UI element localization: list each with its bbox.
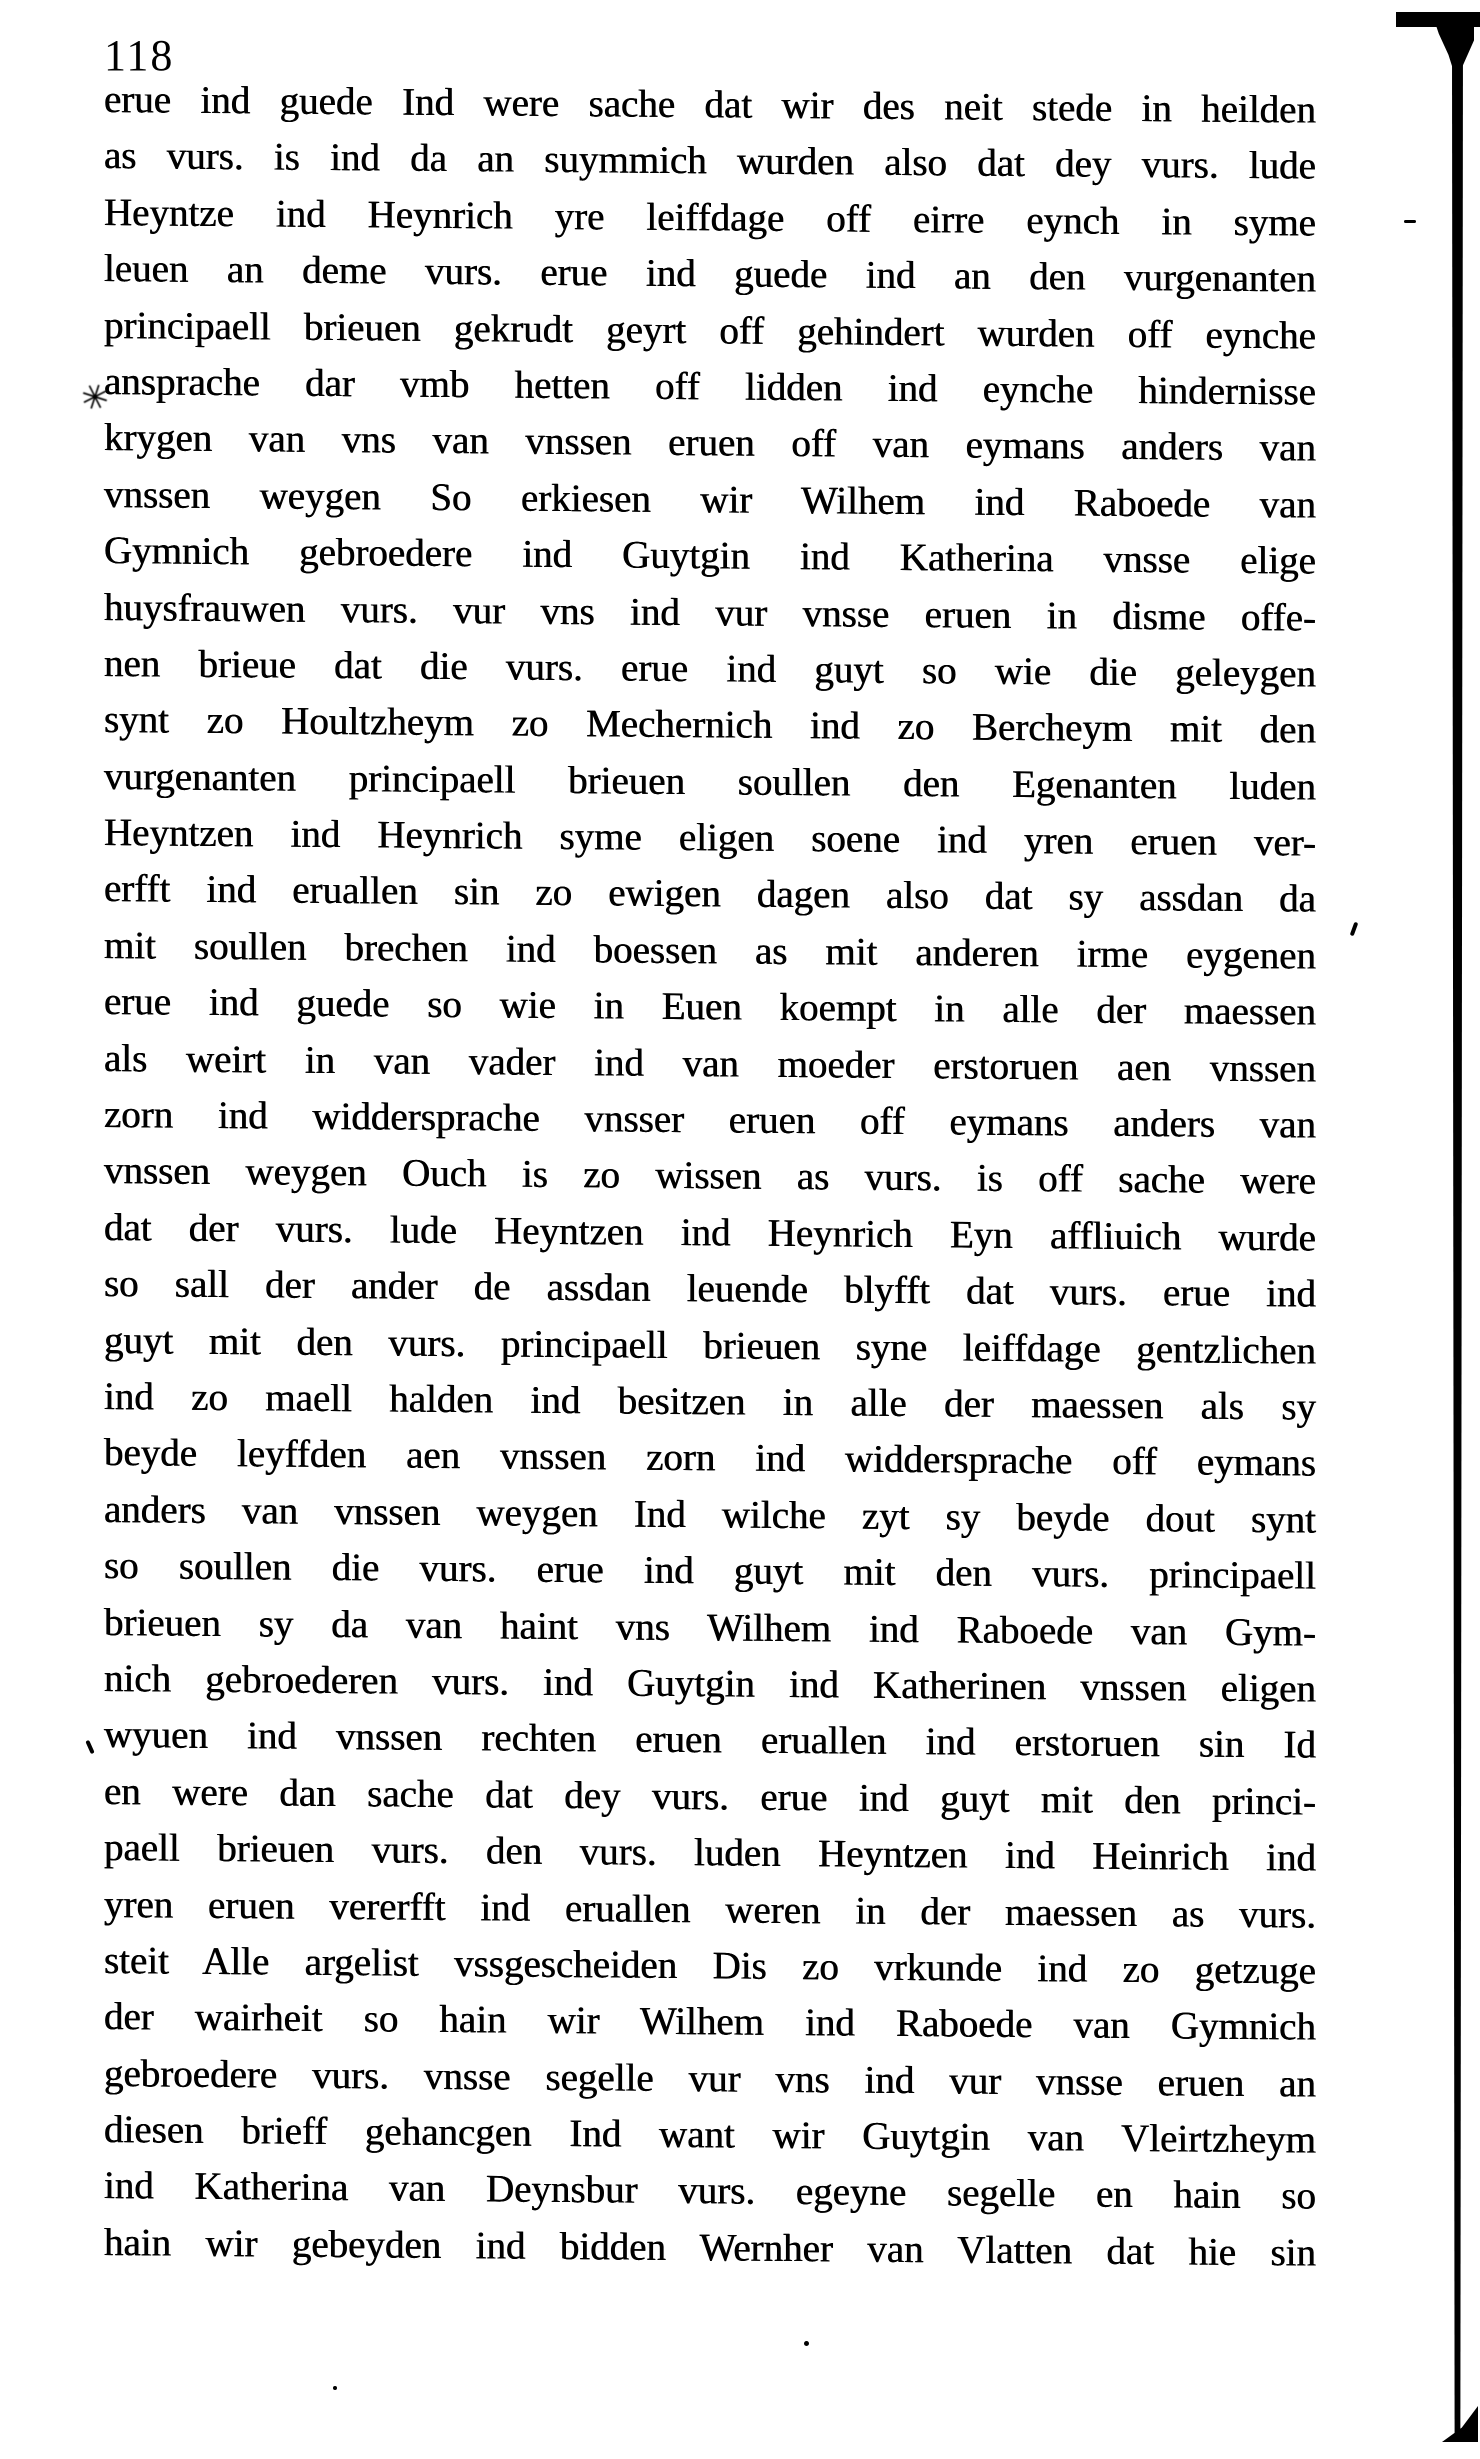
text-line: gebroedere vurs. vnsse segelle vur vns ind vur vnsse eruen an (104, 2051, 1316, 2106)
text-line: en were dan sache dat dey vurs. erue ind guyt mit den princi- (104, 1769, 1316, 1824)
text-line: anders van vnssen weygen Ind wilche zyt sy beyde dout synt (104, 1487, 1316, 1542)
text-line: huysfrauwen vurs. vur vns ind vur vnsse eruen in disme offe- (104, 585, 1316, 640)
text-line: als weirt in van vader ind van moeder erstoruen aen vnssen (104, 1036, 1316, 1091)
text-line: hain wir gebeyden ind bidden Wernher van Vlatten dat hie sin (104, 2220, 1316, 2275)
text-line: brieuen sy da van haint vns Wilhem ind Raboede van Gym- (104, 1600, 1316, 1655)
text-line: Gymnich gebroedere ind Guytgin ind Katherina vnsse elige (104, 529, 1316, 583)
text-line: Heyntzen ind Heynrich syme eligen soene ind yren eruen ver- (104, 811, 1316, 865)
text-line: mit soullen brechen ind boessen as mit anderen irme eygenen (104, 923, 1316, 978)
scan-edge-corner-blob (1430, 14, 1474, 80)
binding-edge-line (1451, 14, 1463, 2438)
text-line: erue ind guede so wie in Euen koempt in alle der maessen (104, 980, 1316, 1034)
text-line: ind zo maell halden ind besitzen in alle der maessen als sy (104, 1374, 1316, 1429)
text-line: Heyntze ind Heynrich yre leiffdage off eirre eynch in syme (104, 190, 1316, 245)
text-line: synt zo Houltzheym zo Mechernich ind zo Bercheym mit den (104, 698, 1316, 752)
paper-speck (804, 2341, 809, 2346)
text-line: zorn ind widdersprache vnsser eruen off eymans anders van (104, 1093, 1316, 1147)
text-line: vurgenanten principaell brieuen soullen den Egenanten luden (104, 754, 1316, 809)
text-line: wyuen ind vnssen rechten eruen eruallen ind erstoruen sin Id (104, 1713, 1316, 1767)
text-line: erfft ind eruallen sin zo ewigen dagen also dat sy assdan da (104, 867, 1316, 922)
text-line: vnssen weygen So erkiesen wir Wilhem ind Raboede van (104, 472, 1316, 527)
text-line: nen brieue dat die vurs. erue ind guyt so wie die geleygen (104, 641, 1316, 696)
text-line: leuen an deme vurs. erue ind guede ind an den vurgenanten (104, 247, 1316, 301)
text-line: der wairheit so hain wir Wilhem ind Raboede van Gymnich (104, 1995, 1316, 2049)
text-line: nich gebroederen vurs. ind Guytgin ind Katherinen vnssen eligen (104, 1656, 1316, 1711)
text-line: steit Alle argelist vssgescheiden Dis zo vrkunde ind zo getzuge (104, 1938, 1316, 1993)
ink-blot-icon: ✳ (75, 376, 114, 421)
paper-speck (85, 1740, 94, 1754)
text-line: so sall der ander de assdan leuende blyfft dat vurs. erue ind (104, 1262, 1316, 1316)
paper-speck (1350, 922, 1359, 937)
text-line: dat der vurs. lude Heyntzen ind Heynrich Eyn affliuich wurde (104, 1205, 1316, 1260)
text-line: as vurs. is ind da an suymmich wurden also dat dey vurs. lude (104, 134, 1316, 188)
text-line: diesen brieff gehancgen Ind want wir Guytgin van Vleirtzheym (104, 2108, 1316, 2162)
text-line: paell brieuen vurs. den vurs. luden Heyntzen ind Heinrich ind (104, 1826, 1316, 1880)
text-line: krygen van vns van vnssen eruen off van eymans anders van (104, 416, 1316, 470)
text-line: yren eruen vererfft ind eruallen weren in der maessen as vurs. (104, 1882, 1316, 1937)
paper-speck (1404, 220, 1416, 223)
text-line: ind Katherina van Deynsbur vurs. egeyne segelle en hain so (104, 2164, 1316, 2219)
text-line: guyt mit den vurs. principaell brieuen syne leiffdage gentzlichen (104, 1318, 1316, 1373)
text-line: beyde leyffden aen vnssen zorn ind widdersprache off eymans (104, 1431, 1316, 1485)
paper-speck (333, 2386, 337, 2390)
page-number: 118 (104, 31, 175, 80)
text-line: erue ind guede Ind were sache dat wir des neit stede in heilden (104, 78, 1316, 132)
text-line: so soullen die vurs. erue ind guyt mit den vurs. principaell (104, 1544, 1316, 1598)
document-text (104, 72, 1316, 2282)
text-line: principaell brieuen gekrudt geyrt off gehindert wurden off eynche (104, 303, 1316, 358)
text-line: ansprache dar vmb hetten off lidden ind eynche hindernisse (104, 359, 1316, 414)
text-line: vnssen weygen Ouch is zo wissen as vurs. is off sache were (104, 1149, 1316, 1203)
